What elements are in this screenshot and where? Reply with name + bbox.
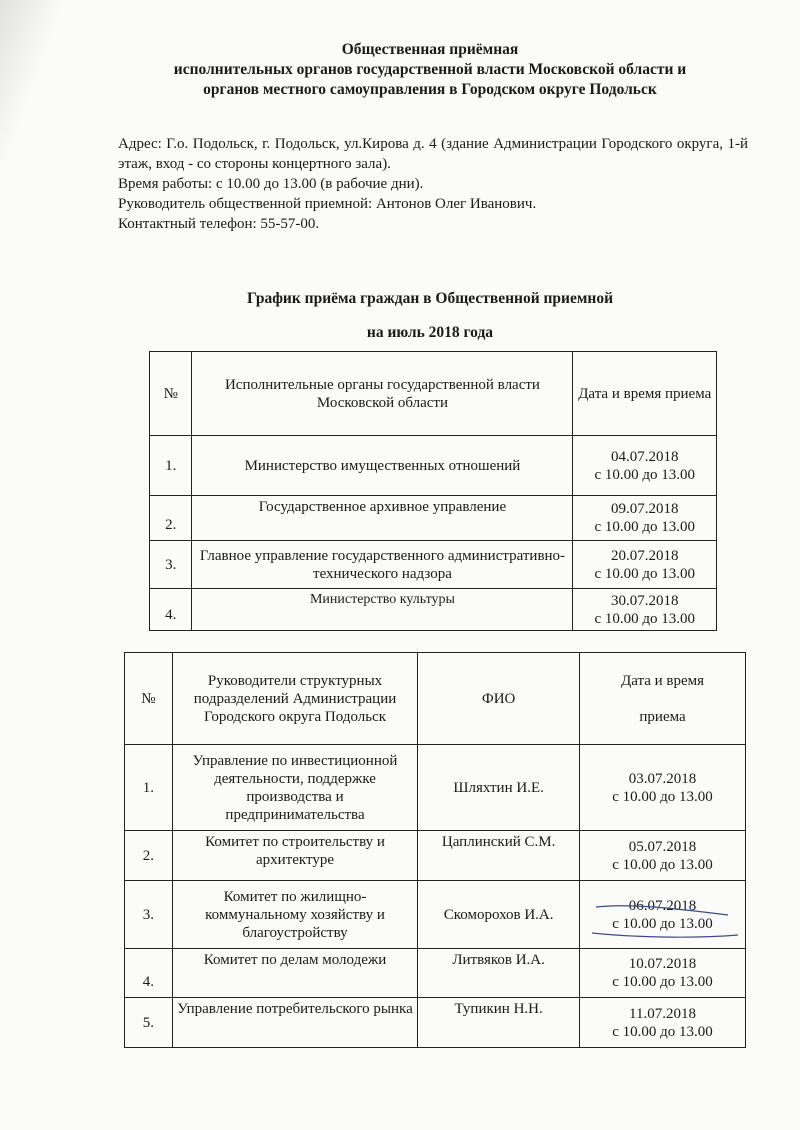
table-row <box>125 881 746 949</box>
row-datetime <box>573 436 717 496</box>
row-datetime <box>573 496 717 541</box>
row-date: 11.07.2018 <box>629 1005 696 1022</box>
document-title <box>110 40 750 100</box>
row-org: Главное управление государственного административно-технического надзора <box>192 541 573 589</box>
schedule-title-line-2: на июль 2018 года <box>366 324 494 341</box>
header-org: Исполнительные органы государственной власти Московской области <box>192 352 573 436</box>
row-time: с 10.00 до 13.00 <box>594 565 695 582</box>
row-date: 06.07.2018 <box>628 897 697 914</box>
row-time: с 10.00 до 13.00 <box>594 466 695 483</box>
table-row <box>150 589 717 631</box>
row-time: с 10.00 до 13.00 <box>612 915 713 932</box>
row-time: с 10.00 до 13.00 <box>594 610 695 627</box>
row-datetime <box>580 881 746 949</box>
row-date: 30.07.2018 <box>610 592 679 609</box>
row-datetime <box>573 589 717 631</box>
header-date <box>580 653 746 745</box>
row-fio: Литвяков И.А. <box>418 949 580 998</box>
table-row <box>150 436 717 496</box>
row-fio: Скоморохов И.А. <box>418 881 580 949</box>
row-datetime <box>573 541 717 589</box>
row-date: 03.07.2018 <box>628 770 697 787</box>
row-datetime <box>580 831 746 881</box>
row-date: 05.07.2018 <box>628 838 697 855</box>
row-date: 04.07.2018 <box>610 448 679 465</box>
municipal-departments-table <box>124 652 746 1048</box>
row-num: 2. <box>150 496 192 541</box>
header-date: Дата и время приема <box>573 352 717 436</box>
row-num: 1. <box>150 436 192 496</box>
row-dept: Комитет по строительству и архитектуре <box>172 831 417 881</box>
row-time: с 10.00 до 13.00 <box>612 788 713 805</box>
row-dept: Управление по инвестиционной деятельности, поддержке производства и предпринимательства <box>172 745 417 831</box>
row-dept: Комитет по жилищно-коммунальному хозяйству и благоустройству <box>172 881 417 949</box>
row-fio: Цаплинский С.М. <box>418 831 580 881</box>
header-date-line-2: приема <box>639 708 686 725</box>
title-line-2: исполнительных органов государственной власти Московской области и <box>173 61 687 78</box>
row-date: 09.07.2018 <box>610 501 679 517</box>
row-dept: Управление потребительского рынка <box>172 998 417 1048</box>
row-time: с 10.00 до 13.00 <box>612 974 713 990</box>
row-org: Министерство культуры <box>192 589 573 631</box>
table-header-row <box>150 352 717 436</box>
row-num: 1. <box>125 745 173 831</box>
table-row <box>125 831 746 881</box>
row-time: с 10.00 до 13.00 <box>594 519 695 535</box>
row-dept: Комитет по делам молодежи <box>172 949 417 998</box>
regional-authorities-table <box>149 351 717 631</box>
header-fio: ФИО <box>418 653 580 745</box>
header-spacer <box>584 690 741 708</box>
table-row <box>125 949 746 998</box>
table-row <box>150 541 717 589</box>
title-line-3: органов местного самоуправления в Городском округе Подольск <box>203 81 657 98</box>
row-time: с 10.00 до 13.00 <box>612 856 713 873</box>
header-num: № <box>150 352 192 436</box>
row-org: Министерство имущественных отношений <box>192 436 573 496</box>
scan-edge-shadow <box>0 0 60 160</box>
header-date-line-1: Дата и время <box>620 672 705 689</box>
hours-text: Время работы: с 10.00 до 13.00 (в рабочие дни). <box>118 176 424 192</box>
table-row <box>150 496 717 541</box>
address-text: Адрес: Г.о. Подольск, г. Подольск, ул.Кирова д. 4 (здание Администрации Городского округа, 1-й этаж, вход - со стороны концертного зала). <box>118 136 748 172</box>
row-num: 4. <box>125 949 173 998</box>
table-row <box>125 745 746 831</box>
row-num: 3. <box>125 881 173 949</box>
row-datetime <box>580 745 746 831</box>
row-time: с 10.00 до 13.00 <box>612 1023 713 1040</box>
title-line-1: Общественная приёмная <box>341 41 519 58</box>
row-date: 10.07.2018 <box>628 956 697 972</box>
info-block <box>118 134 748 234</box>
phone-text: Контактный телефон: 55-57-00. <box>118 216 320 232</box>
schedule-title-line-1: График приёма граждан в Общественной приемной <box>246 290 614 307</box>
row-num: 4. <box>150 589 192 631</box>
row-datetime <box>580 998 746 1048</box>
row-num: 3. <box>150 541 192 589</box>
row-num: 2. <box>125 831 173 881</box>
row-fio: Шляхтин И.Е. <box>418 745 580 831</box>
row-org: Государственное архивное управление <box>192 496 573 541</box>
row-datetime <box>580 949 746 998</box>
head-text: Руководитель общественной приемной: Антонов Олег Иванович. <box>118 196 537 212</box>
row-num: 5. <box>125 998 173 1048</box>
row-date: 20.07.2018 <box>610 547 679 564</box>
table-row <box>125 998 746 1048</box>
table-header-row <box>125 653 746 745</box>
row-fio: Тупикин Н.Н. <box>418 998 580 1048</box>
header-num: № <box>125 653 173 745</box>
header-dept: Руководители структурных подразделений Администрации Городского округа Подольск <box>172 653 417 745</box>
